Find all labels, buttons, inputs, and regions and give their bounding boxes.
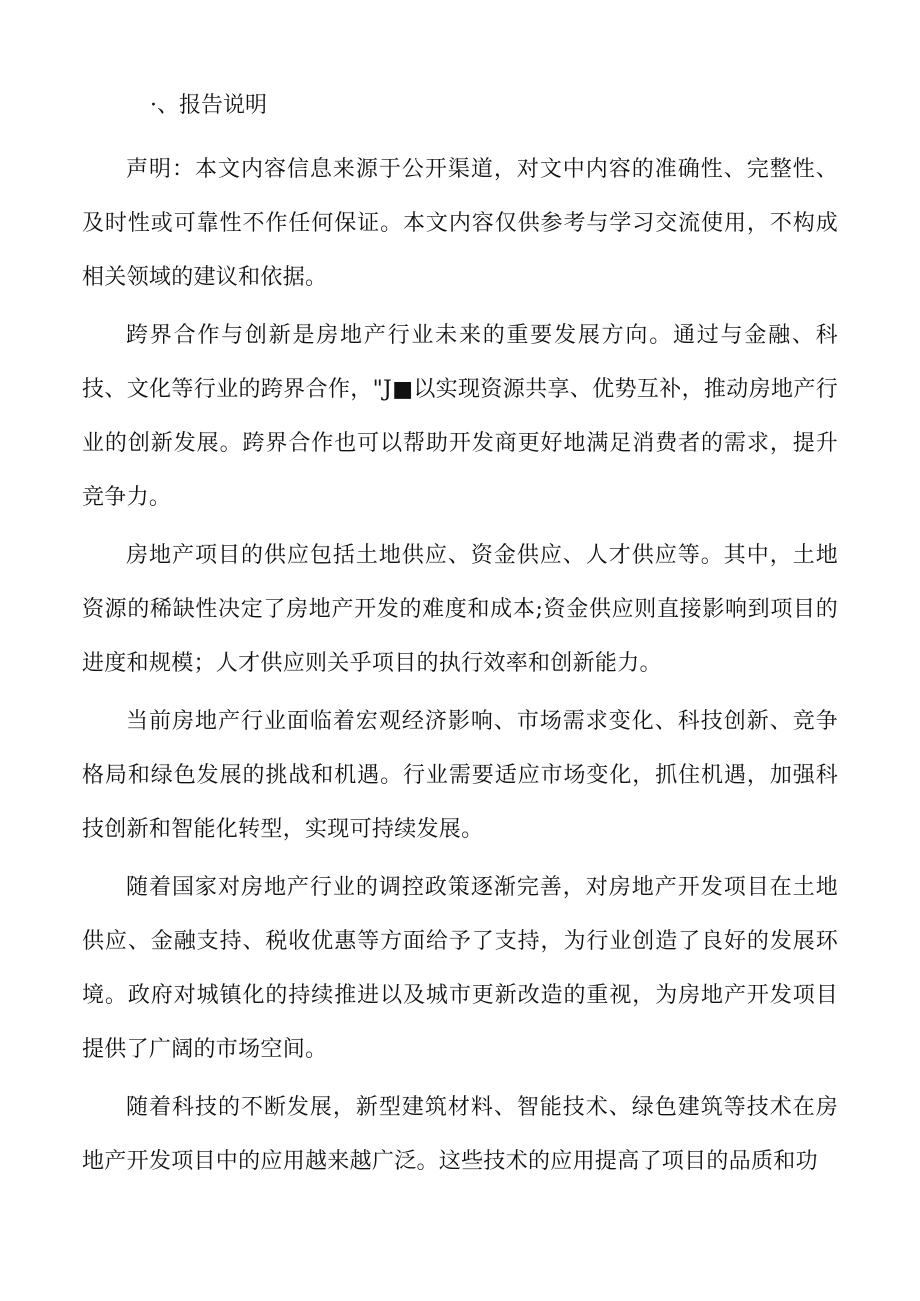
paragraph-supply: 房地产项目的供应包括土地供应、资金供应、人才供应等。其中，土地资源的稀缺性决定了房地产开发的难度和成本;资金供应则直接影响到项目的进度和规模；人才供应则关乎项目的执行效率和创新能力。	[82, 543, 838, 676]
paragraph-technology: 随着科技的不断发展，新型建筑材料、智能技术、绿色建筑等技术在房地产开发项目中的应用越来越广泛。这些技术的应用提高了项目的品质和功	[82, 1095, 838, 1174]
paragraph-cross-industry: 跨界合作与创新是房地产行业未来的重要发展方向。通过与金融、科技、文化等行业的跨界合作，"J■以实现资源共享、优势互补，推动房地产行业的创新发展。跨界合作也可以帮助开发商更好地满足消费者的需求，提升竞争力。	[82, 323, 838, 510]
paragraph-challenges: 当前房地产行业面临着宏观经济影响、市场需求变化、科技创新、竞争格局和绿色发展的挑战和机遇。行业需要适应市场变化，抓住机遇，加强科技创新和智能化转型，实现可持续发展。	[82, 709, 838, 842]
section-heading: ·、报告说明	[150, 93, 267, 118]
paragraph-policy: 随着国家对房地产行业的调控政策逐渐完善，对房地产开发项目在土地供应、金融支持、税收优惠等方面给予了支持，为行业创造了良好的发展环境。政府对城镇化的持续推进以及城市更新改造的重视，为房地产开发项目提供了广阔的市场空间。	[82, 875, 838, 1062]
paragraph-disclaimer: 声明：本文内容信息来源于公开渠道，对文中内容的准确性、完整性、及时性或可靠性不作任何保证。本文内容仅供参考与学习交流使用，不构成相关领域的建议和依据。	[82, 157, 838, 290]
